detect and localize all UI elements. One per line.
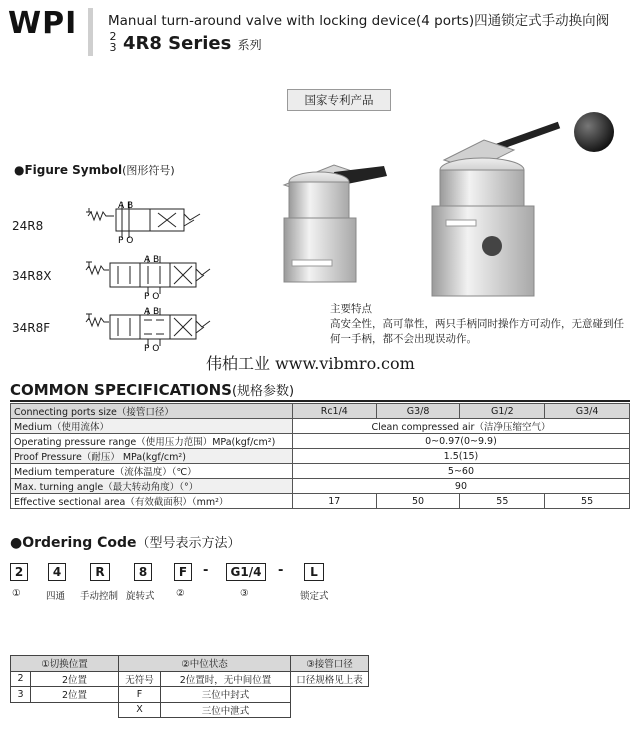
table-header-cell: ②中位状态 <box>119 656 291 672</box>
header-divider <box>88 8 93 56</box>
table-cell: 1.5(15) <box>292 449 629 464</box>
table-cell: 2位置 <box>31 687 119 703</box>
table-cell-empty <box>31 702 119 718</box>
code-box: R <box>90 563 110 581</box>
ordering-heading: Ordering Code <box>22 535 137 551</box>
selection-table <box>10 655 369 718</box>
code-note: ③ <box>240 588 249 599</box>
table-header-row <box>11 404 630 419</box>
symbol-ports-bottom: P O <box>118 236 134 244</box>
table-row <box>11 449 630 464</box>
table-cell: 55 <box>545 494 630 509</box>
table-cell: 5~60 <box>292 464 629 479</box>
table-cell-empty <box>11 702 31 718</box>
series-number-top: 2 <box>109 30 117 43</box>
table-cell: 口径规格见上表 <box>291 671 369 687</box>
code-note: 旋转式 <box>126 591 155 602</box>
symbol-ports-top: A B <box>118 201 134 211</box>
ordering-heading-cn: （型号表示方法） <box>136 536 241 551</box>
code-note: 锁定式 <box>300 591 329 602</box>
table-cell: F <box>119 687 161 703</box>
table-cell: Proof Pressure（耐压） MPa(kgf/cm²) <box>11 449 293 464</box>
series-number-bottom: 3 <box>109 41 117 54</box>
figure-symbol-heading-cn: (图形符号) <box>122 164 175 177</box>
patent-label: 国家专利产品 <box>287 89 391 111</box>
code-box: 2 <box>10 563 28 581</box>
code-box: F <box>174 563 192 581</box>
large-valve-photo <box>432 112 614 296</box>
symbol-ports-top: A B <box>144 255 160 265</box>
ordering-title <box>10 532 241 551</box>
features-text: 高安全性，高可靠性，两只手柄同时操作方可动作，无意碰到任何一手柄，都不会出现误动作。 <box>330 318 624 345</box>
code-box: 4 <box>48 563 66 581</box>
table-cell-empty <box>291 702 369 718</box>
table-header-cell: Connecting ports size（接管口径） <box>11 404 293 419</box>
table-cell: Operating pressure range（使用压力范围）MPa(kgf/cm²) <box>11 434 293 449</box>
table-cell: X <box>119 702 161 718</box>
valve-symbol-34r8f-icon <box>82 306 212 352</box>
table-row <box>11 494 630 509</box>
table-header-cell: Rc1/4 <box>292 404 376 419</box>
specs-table <box>10 403 630 509</box>
table-header-cell: G1/2 <box>460 404 545 419</box>
figure-symbol-title <box>14 162 175 178</box>
code-box: L <box>304 563 324 581</box>
table-cell: 17 <box>292 494 376 509</box>
code-note: ① <box>12 588 21 599</box>
table-cell: 90 <box>292 479 629 494</box>
brand-logo: WPI <box>8 6 78 41</box>
table-header-cell: ①切换位置 <box>11 656 119 672</box>
table-cell: 无符号 <box>119 671 161 687</box>
specs-title <box>10 380 294 399</box>
table-cell: 50 <box>376 494 460 509</box>
code-note: 四通 <box>46 591 66 602</box>
table-cell: 三位中封式 <box>161 687 291 703</box>
specs-heading: COMMON SPECIFICATIONS <box>10 381 232 399</box>
specs-heading-cn: (规格参数) <box>231 384 295 399</box>
table-cell: 3 <box>11 687 31 703</box>
product-photos <box>264 110 644 300</box>
table-header-cell: ③接管口径 <box>291 656 369 672</box>
table-row <box>11 434 630 449</box>
table-cell: Medium（使用流体） <box>11 419 293 434</box>
symbol-ports-bottom: P O <box>144 344 160 352</box>
symbol-ports-bottom: P O <box>144 292 160 300</box>
series-number-stack <box>108 31 118 53</box>
table-cell-empty <box>291 687 369 703</box>
specs-divider <box>10 400 630 402</box>
table-cell: 2 <box>11 671 31 687</box>
table-row <box>11 702 369 718</box>
table-header-cell: G3/8 <box>376 404 460 419</box>
features-block <box>330 302 630 347</box>
table-cell: 55 <box>460 494 545 509</box>
series-suffix: 系列 <box>237 38 262 52</box>
table-header-cell: G3/4 <box>545 404 630 419</box>
table-row <box>11 479 630 494</box>
watermark: 伟柏工业 www.vibmro.com <box>206 354 415 373</box>
symbol-ports-top: A B <box>144 307 160 317</box>
table-header-row <box>11 656 369 672</box>
symbol-label-34r8x: 34R8X <box>12 269 52 283</box>
table-row <box>11 671 369 687</box>
product-title: Manual turn-around valve with locking device(4 ports)四通锁定式手动换向阀 <box>108 13 610 29</box>
series-name: 4R8 Series <box>123 33 232 54</box>
code-dash: - <box>278 563 284 578</box>
figure-symbol-heading: Figure Symbol <box>24 163 123 177</box>
symbol-label-34r8f: 34R8F <box>12 321 51 335</box>
table-cell: Clean compressed air（洁净压缩空气） <box>292 419 629 434</box>
valve-symbol-24r8-icon <box>82 200 212 244</box>
features-heading: 主要特点 <box>330 303 372 315</box>
code-note: 手动控制 <box>80 591 119 602</box>
bullet-icon: ● <box>14 163 25 177</box>
code-box: 8 <box>134 563 152 581</box>
code-note: ② <box>176 588 185 599</box>
table-cell: 2位置 <box>31 671 119 687</box>
series-title <box>123 33 262 54</box>
small-valve-photo <box>284 165 387 282</box>
code-dash: - <box>203 563 209 578</box>
table-row <box>11 464 630 479</box>
table-cell: Effective sectional area（有效截面积）（mm²） <box>11 494 293 509</box>
table-row <box>11 419 630 434</box>
table-row <box>11 687 369 703</box>
table-cell: 0~0.97(0~9.9) <box>292 434 629 449</box>
table-cell: 三位中泄式 <box>161 702 291 718</box>
table-cell: 2位置时，无中间位置 <box>161 671 291 687</box>
bullet-icon: ● <box>10 535 23 551</box>
valve-symbol-34r8x-icon <box>82 254 212 300</box>
table-cell: Max. turning angle（最大转动角度）（°） <box>11 479 293 494</box>
code-box: G1/4 <box>226 563 266 581</box>
table-cell: Medium temperature（流体温度）（℃） <box>11 464 293 479</box>
symbol-label-24r8: 24R8 <box>12 219 44 233</box>
